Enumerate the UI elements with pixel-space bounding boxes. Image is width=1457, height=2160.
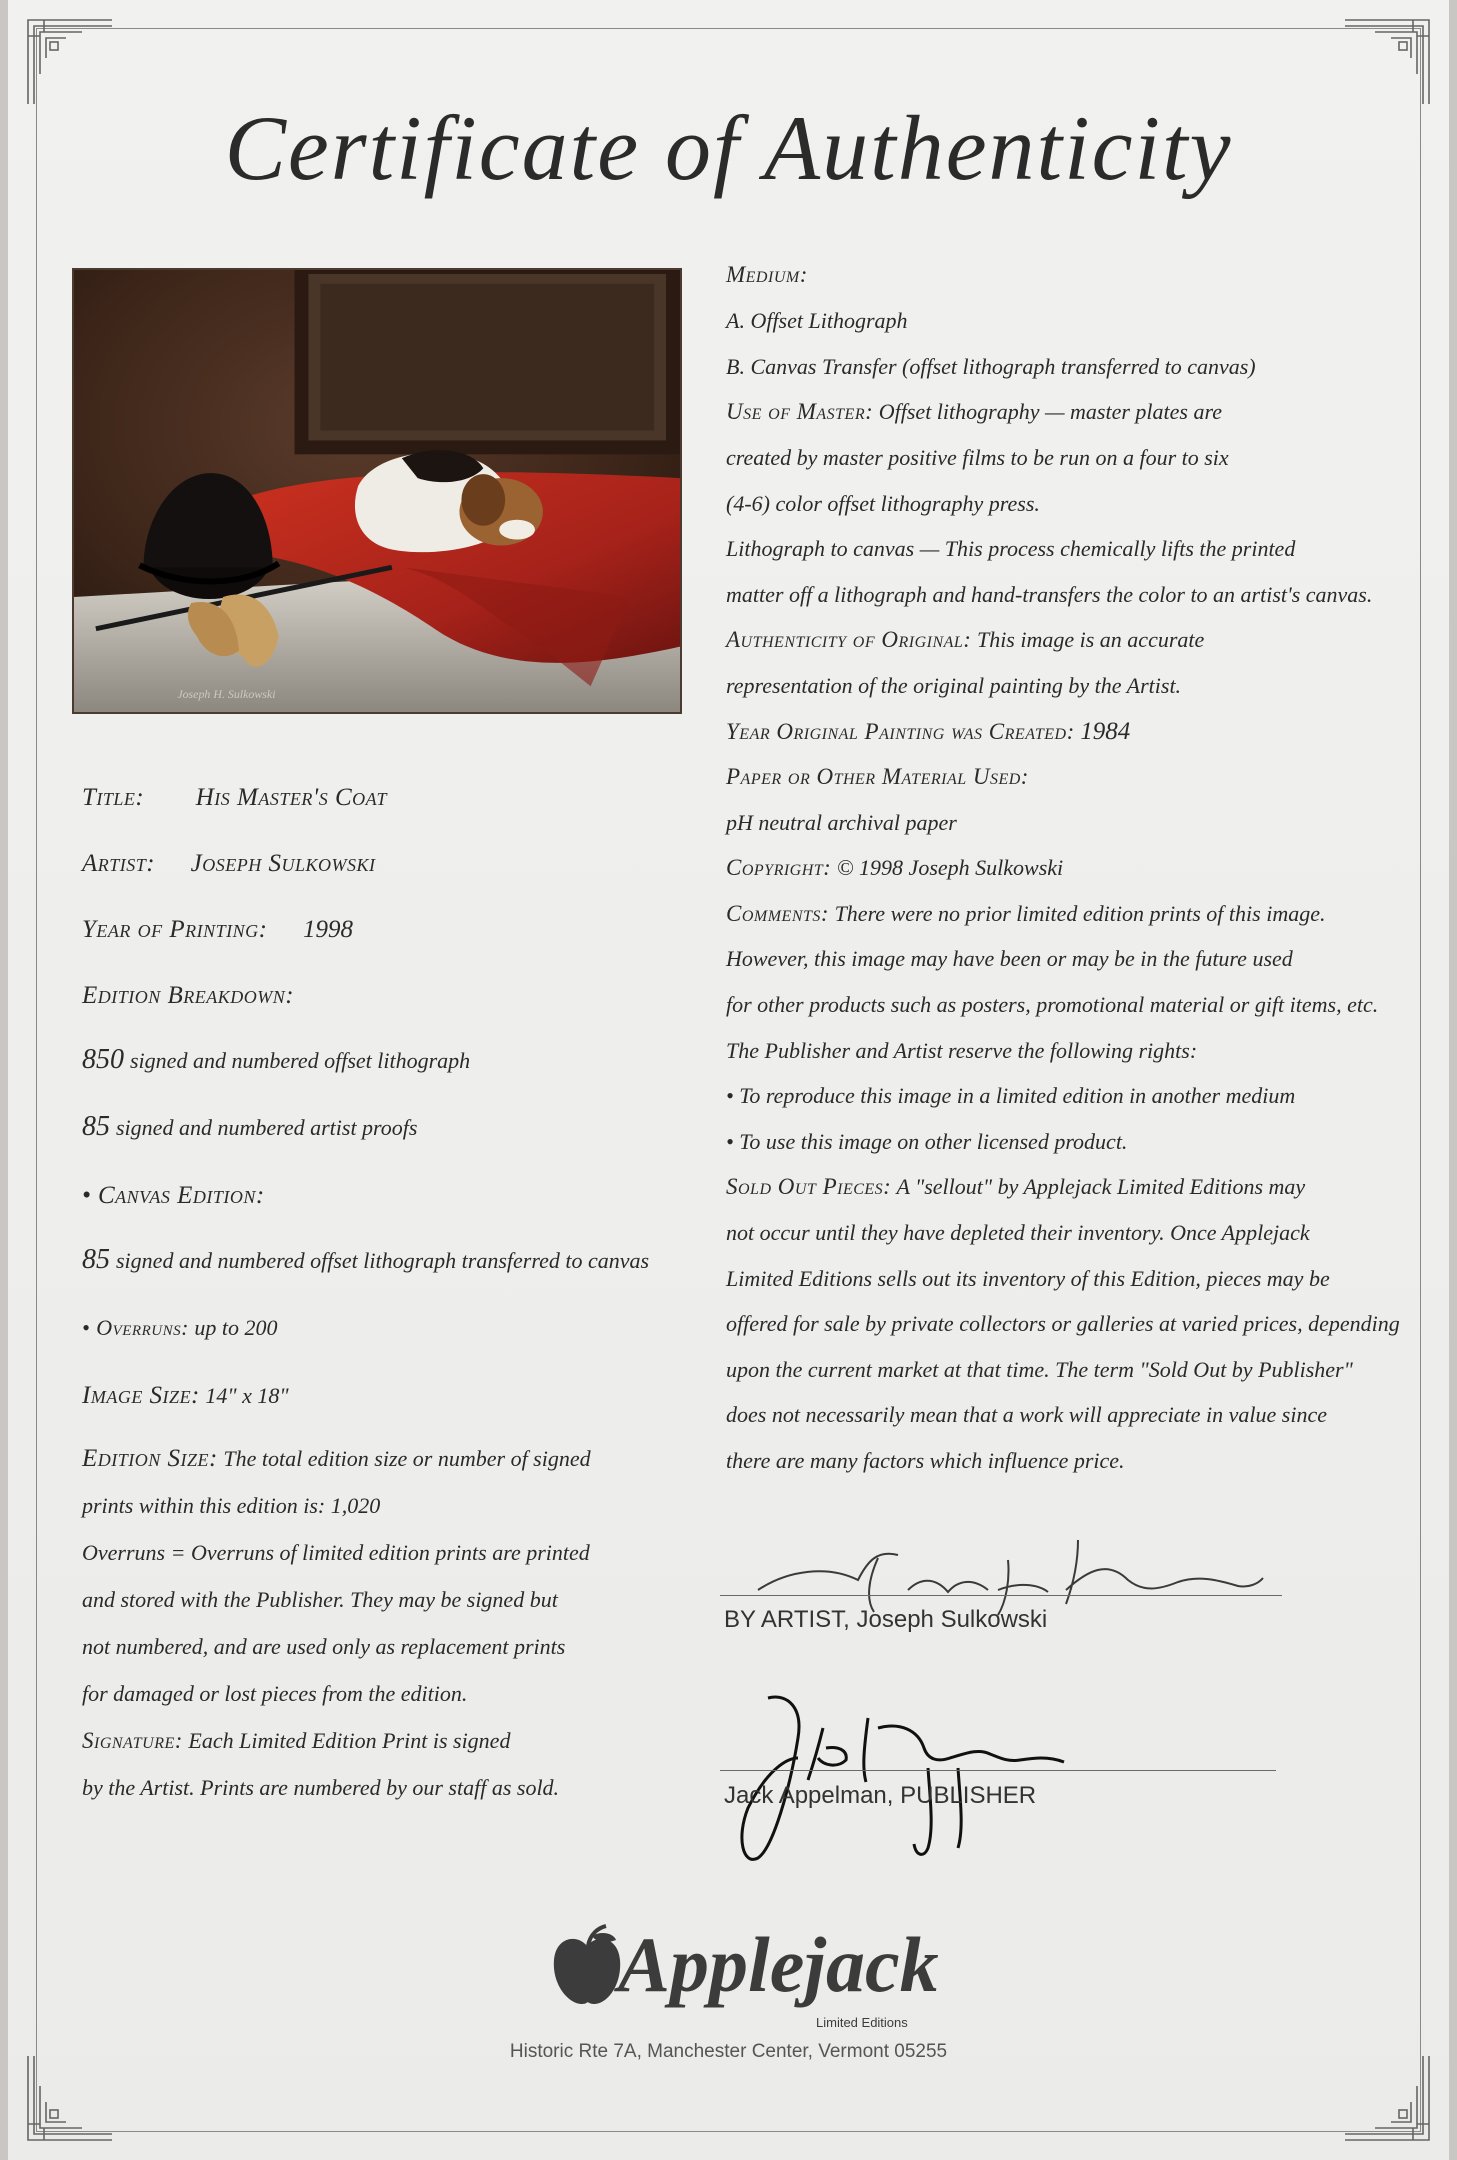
comments-line: However, this image may have been or may be in the future used <box>726 946 1293 971</box>
svg-text:Joseph H. Sulkowski: Joseph H. Sulkowski <box>748 1520 757 1521</box>
use-line: created by master positive films to be run on a four to six <box>726 445 1229 470</box>
comments-line: The Publisher and Artist reserve the following rights: <box>726 1038 1198 1063</box>
artist-signature <box>748 1520 1268 1620</box>
use-line: (4-6) color offset lithography press. <box>726 491 1040 516</box>
edition-breakdown-label: Edition Breakdown: <box>82 982 295 1009</box>
publisher-address: Historic Rte 7A, Manchester Center, Vermont 05255 <box>509 2041 948 2062</box>
year-row <box>82 916 359 944</box>
overruns-note-line: not numbered, and are used only as replacement prints <box>82 1634 566 1659</box>
publisher-caption: Jack Appelman, PUBLISHER <box>724 1782 1037 1809</box>
comments-line: for other products such as posters, promotional material or gift items, etc. <box>726 992 1379 1017</box>
signature-row: Signature: Each Limited Edition Print is signed <box>82 1728 511 1753</box>
rights-bullet: • To use this image on other licensed product. <box>726 1129 1128 1154</box>
title-label: Title: <box>82 784 145 811</box>
publisher-signature-line <box>720 1770 1276 1771</box>
publisher-signature <box>728 1688 1108 1868</box>
title-value: His Master's Coat <box>195 784 387 811</box>
year-value: 1998 <box>302 916 353 943</box>
artist-label: Artist: <box>82 850 156 877</box>
year-created-row: Year Original Painting was Created: 1984 <box>726 718 1131 745</box>
paper-label: Paper or Other Material Used: <box>726 764 1029 789</box>
comments-row: Comments: There were no prior limited edition prints of this image. <box>726 901 1326 926</box>
sold-out-line: there are many factors which influence price. <box>726 1448 1125 1473</box>
copyright-row: Copyright: © 1998 Joseph Sulkowski <box>726 855 1064 880</box>
artist-row <box>82 850 375 878</box>
sold-out-row: Sold Out Pieces: A "sellout" by Applejack Limited Editions may <box>726 1174 1306 1199</box>
year-label: Year of Printing: <box>82 916 268 943</box>
artist-caption: BY ARTIST, Joseph Sulkowski <box>724 1606 1048 1633</box>
medium-label: Medium: <box>726 262 808 287</box>
authenticity-row: Authenticity of Original: This image is an accurate <box>726 627 1205 652</box>
applejack-logo <box>548 1920 939 2040</box>
sold-out-line: does not necessarily mean that a work will appreciate in value since <box>726 1402 1328 1427</box>
overruns-row: • Overruns: up to 200 <box>82 1315 278 1340</box>
canvas-process-line: Lithograph to canvas — This process chemically lifts the printed <box>726 536 1296 561</box>
overruns-note-line: for damaged or lost pieces from the edition. <box>82 1681 468 1706</box>
signature-line: by the Artist. Prints are numbered by our staff as sold. <box>82 1775 560 1800</box>
certificate-sheet <box>8 0 1449 2160</box>
authenticity-line: representation of the original painting by the Artist. <box>726 673 1182 698</box>
paper-value: pH neutral archival paper <box>726 810 957 835</box>
overruns-note-line: and stored with the Publisher. They may be signed but <box>82 1587 558 1612</box>
edition-size-row: Edition Size: The total edition size or number of signed <box>82 1445 591 1472</box>
edition-row: 850 signed and numbered offset lithograph <box>82 1044 471 1075</box>
image-size-row: Image Size: 14" x 18" <box>82 1382 289 1409</box>
painting-signature: Joseph H. Sulkowski <box>177 687 276 702</box>
certificate-title: Certificate of Authenticity <box>224 97 1233 199</box>
canvas-process-line: matter off a lithograph and hand-transfers the color to an artist's canvas. <box>726 582 1373 607</box>
corner-ornament-icon <box>22 2050 118 2146</box>
corner-ornament-icon <box>1339 2050 1435 2146</box>
sold-out-line: not occur until they have depleted their inventory. Once Applejack <box>726 1220 1310 1245</box>
sold-out-line: offered for sale by private collectors or galleries at varied prices, depending <box>726 1311 1400 1336</box>
edition-row: 85 signed and numbered artist proofs <box>82 1111 418 1142</box>
painting-image <box>72 268 682 714</box>
svg-text:Jack Appelman: Jack Appelman <box>728 1688 735 1689</box>
sold-out-line: Limited Editions sells out its inventory of this Edition, pieces may be <box>726 1266 1330 1291</box>
artist-signature-line <box>720 1595 1282 1596</box>
overruns-note-line: Overruns = Overruns of limited edition prints are printed <box>82 1540 590 1565</box>
use-of-master-row: Use of Master: Offset lithography — master plates are <box>726 399 1222 424</box>
sold-out-line: upon the current market at that time. The term "Sold Out by Publisher" <box>726 1357 1353 1382</box>
edition-size-line: prints within this edition is: 1,020 <box>82 1493 381 1518</box>
artist-value: Joseph Sulkowski <box>190 850 376 877</box>
medium-b: B. Canvas Transfer (offset lithograph transferred to canvas) <box>726 354 1256 379</box>
rights-bullet: • To reproduce this image in a limited edition in another medium <box>726 1083 1296 1108</box>
apple-icon <box>548 1924 626 2008</box>
medium-a: A. Offset Lithograph <box>726 308 908 333</box>
logo-wordmark: Applejack <box>618 1921 939 2008</box>
logo-subtitle: Limited Editions <box>816 2015 908 2030</box>
edition-row: 85 signed and numbered offset lithograph transferred to canvas <box>82 1244 650 1275</box>
canvas-edition-label: • Canvas Edition: <box>82 1182 265 1209</box>
title-row <box>82 784 387 812</box>
